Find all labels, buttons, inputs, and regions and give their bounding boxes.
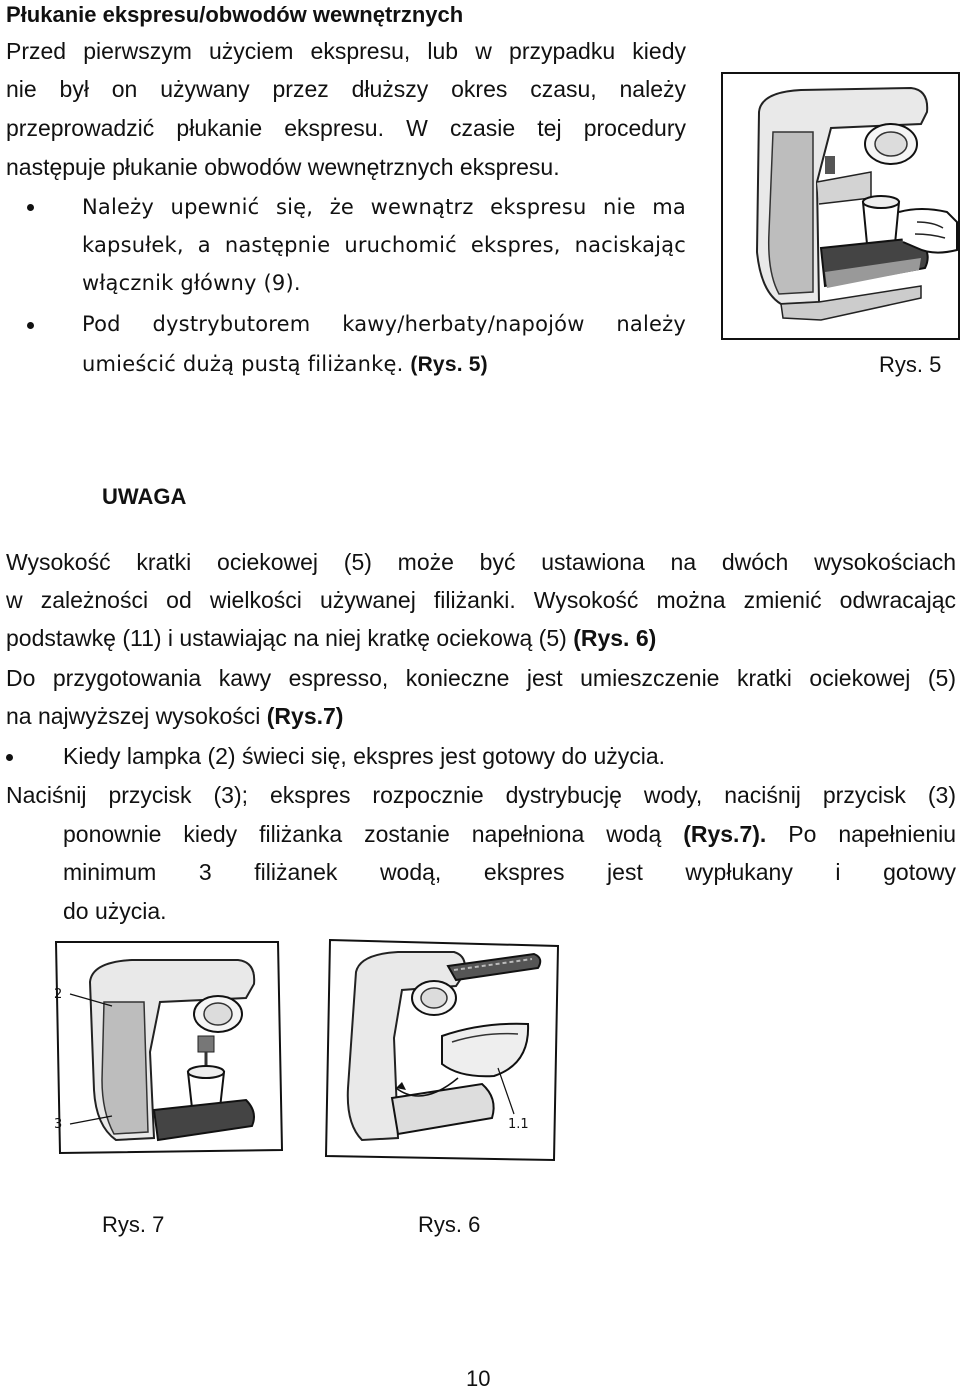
note-para3-line-2 (63, 819, 956, 849)
figure-caption-rys5: Rys. 5 (879, 352, 942, 377)
rys5-reference: (Rys. 5) (410, 353, 488, 376)
bullet1-line-3: włącznik główny (9). (82, 271, 301, 295)
bullet2-line-2-text: umieścić dużą pustą filiżankę. (82, 352, 404, 376)
intro-line-1: Przed pierwszym użyciem ekspresu, lub w przypadku kiedy (6, 38, 686, 64)
note-para1-line-3-text: podstawkę (11) i ustawiając na niej kratkę ociekową (5) (6, 625, 567, 651)
note-para1-line-1: Wysokość kratki ociekowej (5) może być ustawiona na dwóch wysokościach (6, 549, 956, 575)
intro-line-2: nie był on używany przez dłuższy okres czasu, należy (6, 76, 686, 102)
note-para3-line-4: do użycia. (63, 898, 167, 924)
rys7-label-3: 3 (54, 1117, 63, 1132)
note-para2-line-2-text: na najwyższej wysokości (6, 703, 261, 729)
rys7-reference-2: (Rys.7). (683, 821, 767, 847)
note-para3-line-2-tail: Po napełnieniu (788, 821, 957, 847)
note-para3-line-2-text: ponownie kiedy filiżanka zostanie napełniona wodą (63, 821, 662, 847)
bullet2-line-1: Pod dystrybutorem kawy/herbaty/napojów należy (82, 312, 686, 336)
figure-caption-rys7: Rys. 7 (102, 1212, 165, 1237)
rys6-reference: (Rys. 6) (573, 625, 657, 651)
figure-rys5 (721, 72, 960, 340)
bullet1-line-2: kapsułek, a następnie uruchomić ekspres, naciskając (82, 233, 686, 257)
bullet2-line-2 (82, 349, 488, 380)
page-number: 10 (466, 1366, 491, 1391)
note-para3-line-1: Naciśnij przycisk (3); ekspres rozpocznie dystrybucję wody, naciśnij przycisk (3) (6, 782, 956, 808)
note-para1-line-2: w zależności od wielkości używanej filiżanki. Wysokość można zmienić odwracając (6, 587, 956, 613)
note-para2-line-2 (6, 701, 343, 731)
rys6-label-11: 1.1 (508, 1117, 529, 1132)
bullet-dot (6, 754, 13, 761)
note-heading: UWAGA (102, 484, 187, 509)
figure-caption-rys6: Rys. 6 (418, 1212, 481, 1237)
figure-rys7 (50, 940, 285, 1155)
note-para3-line-3: minimum 3 filiżanek wodą, ekspres jest wypłukany i gotowy (63, 859, 956, 885)
rys7-reference: (Rys.7) (266, 703, 344, 729)
note-para2-line-1: Do przygotowania kawy espresso, konieczne jest umieszczenie kratki ociekowej (5) (6, 665, 956, 691)
section-title: Płukanie ekspresu/obwodów wewnętrznych (6, 2, 464, 27)
bullet-dot (27, 322, 34, 329)
figure-rys6 (322, 938, 562, 1163)
note-para1-line-3 (6, 623, 656, 653)
note-bullet: Kiedy lampka (2) świeci się, ekspres jest gotowy do użycia. (63, 743, 666, 769)
bullet1-line-1: Należy upewnić się, że wewnątrz ekspresu nie ma (82, 195, 686, 219)
rys7-label-2: 2 (54, 987, 63, 1002)
intro-line-4: następuje płukanie obwodów wewnętrznych ekspresu. (6, 154, 560, 180)
intro-line-3: przeprowadzić płukanie ekspresu. W czasie tej procedury (6, 115, 686, 141)
bullet-dot (27, 204, 34, 211)
